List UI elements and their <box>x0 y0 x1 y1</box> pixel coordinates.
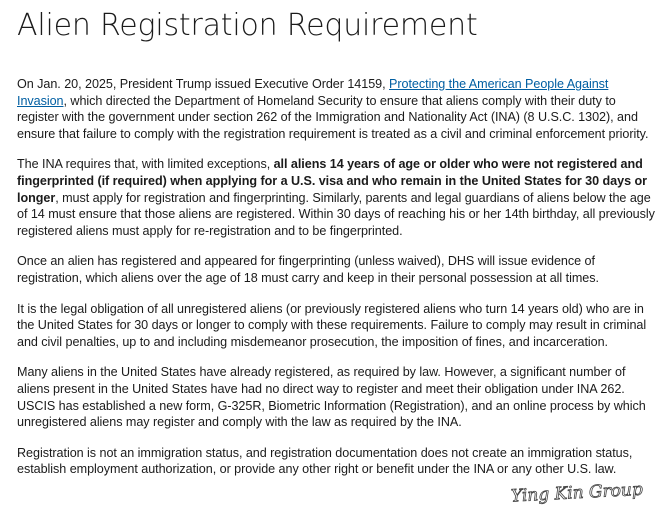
paragraph-registration-not-status: Registration is not an immigration status, and registration documentation does not create an immigration status, establish employment authorization, or provide any other right or benefit under the INA or any other U.S. law. <box>17 445 633 477</box>
paragraph-legal-obligation: It is the legal obligation of all unregistered aliens (or previously registered aliens who turn 14 years old) who are in the United States for 30 days or longer to comply with these requirements. Failure to comply may result in criminal and civil penalties, up to and including misdemeanor prosecution, the imposition of fines, and incarceration. <box>17 301 647 349</box>
document-body <box>17 0 657 492</box>
paragraph-text: The INA requires that, with limited exceptions, <box>17 157 274 172</box>
executive-order-link[interactable]: Protecting the American People Against Invasion <box>17 77 609 108</box>
paragraph-new-form: Many aliens in the United States have already registered, as required by law. However, a significant number of aliens present in the United States have had no direct way to register and meet their obligation under INA 262. USCIS has established a new form, G-325R, Biometric Information (Registration), and an online process by which unregistered aliens may register and comply with the law as required by the INA. <box>17 365 646 430</box>
paragraph-ina-requirements <box>17 156 657 239</box>
paragraph-executive-order <box>17 76 657 142</box>
watermark-text: Ying Kin Group <box>510 479 644 507</box>
paragraph-text: , which directed the Department of Homeland Security to ensure that aliens comply with their duty to register with the government under section 262 of the Immigration and Nationality Act (INA) (8 U.S.C. 1302), and ensure that failure to comply with the registration requirement is treated as a civil and criminal enforcement priority. <box>17 93 649 141</box>
bold-requirement-text: all aliens 14 years of age or older who were not registered and fingerprinted (if required) when applying for a U.S. visa and who remain in the United States for 30 days or longer <box>17 157 647 205</box>
paragraph-text: , must apply for registration and fingerprinting. Similarly, parents and legal guardians of aliens below the age of 14 must ensure that those aliens are registered. Within 30 days of reaching his or her 14th birthday, all previously registered aliens must apply for re-registration and to be fingerprinted. <box>17 190 655 238</box>
paragraph-text: On Jan. 20, 2025, President Trump issued Executive Order 14159, <box>17 77 390 91</box>
page-title: Alien Registration Requirement <box>17 8 478 43</box>
paragraph-evidence-of-registration: Once an alien has registered and appeared for fingerprinting (unless waived), DHS will issue evidence of registration, which aliens over the age of 18 must carry and keep in their personal possession at all times. <box>17 254 599 285</box>
